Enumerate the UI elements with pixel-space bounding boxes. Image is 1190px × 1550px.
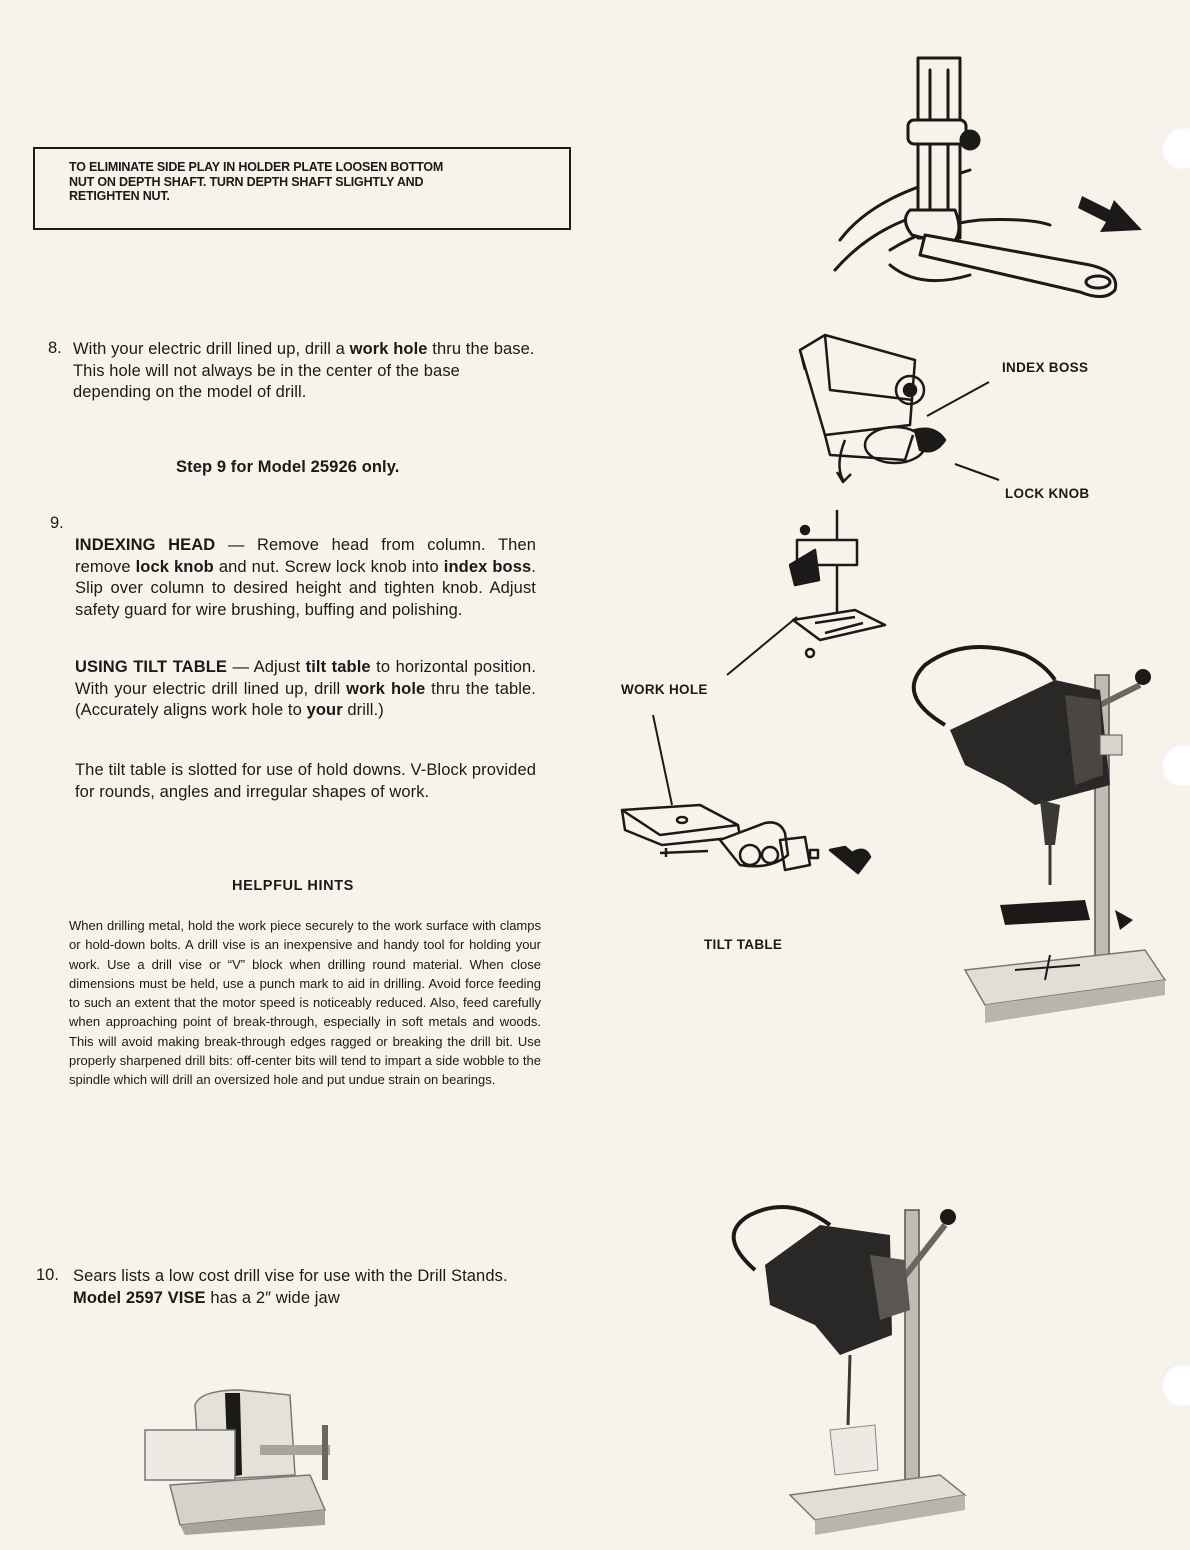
step-10-text: Sears lists a low cost drill vise for use with the Drill Stands. Model 2597 VISE has a 2″ wide jaw: [73, 1267, 508, 1307]
work-hole-label: WORK HOLE: [621, 682, 708, 697]
helpful-hints-title: HELPFUL HINTS: [232, 878, 354, 894]
notice-line: TO ELIMINATE SIDE PLAY IN HOLDER PLATE LOOSEN BOTTOM: [69, 160, 444, 174]
tilt-table-paragraph: USING TILT TABLE — Adjust tilt table to horizontal position. With your electric drill lined up, drill work hole thru the table. (Accurately aligns work hole to your drill.): [75, 658, 537, 719]
index-boss-label: INDEX BOSS: [1002, 360, 1089, 375]
step-9-heading: Step 9 for Model 25926 only.: [176, 458, 400, 476]
helpful-hints-body: When drilling metal, hold the work piece securely to the work surface with clamps or hold-down bolts. A drill vise is an inexpensive and handy tool for holding your work. Use a drill vise or “V” block when drilling round material. When close dimensions must be held, use a punch mark to aid in drilling. Avoid force feeding to such an extent that the motor speed is noticeably reduced. Also, feed carefully when approaching point of break-through, especially in soft metals and woods. This will avoid making break-through edges ragged or breaking the drill bit. Use properly sharpened drill bits: off-center bits will tend to impart a side wobble to the spindle which will drill an oversized hole and put undue strain on bearings.: [69, 918, 541, 1088]
depth-shaft-wrench-illustration: [830, 50, 1130, 310]
drill-press-with-vise-photo: [720, 1195, 985, 1545]
drill-stand-base-illustration: [785, 505, 895, 665]
drill-press-photo: [905, 635, 1170, 1030]
indexing-head-illustration: [785, 330, 1025, 495]
step-8-number: 8.: [48, 339, 62, 357]
binder-hole-top: [1160, 125, 1190, 169]
tilt-table-label: TILT TABLE: [704, 937, 783, 952]
binder-hole-bottom: [1160, 1362, 1190, 1406]
arrow-icon: [1078, 188, 1148, 243]
notice-line: NUT ON DEPTH SHAFT. TURN DEPTH SHAFT SLIGHTLY AND: [69, 174, 424, 189]
notice-line: RETIGHTEN NUT.: [69, 189, 170, 203]
side-play-notice-box: [33, 147, 571, 230]
slotted-table-paragraph: The tilt table is slotted for use of hold downs. V-Block provided for rounds, angles and irregular shapes of work.: [75, 761, 536, 801]
lock-knob-label: LOCK KNOB: [1005, 486, 1090, 501]
indexing-head-paragraph: INDEXING HEAD — Remove head from column. Then remove lock knob and nut. Screw lock knob into index boss. Slip over column to desired height and tighten knob. Adjust safety guard for wire brushing, buffing and polishing.: [75, 536, 537, 619]
step-8-text: With your electric drill lined up, drill a work hole thru the base. This hole will not always be in the center of the base depending on the model of drill.: [73, 340, 535, 401]
tilt-table-parts-illustration: [620, 705, 885, 885]
vise-photo: [140, 1385, 360, 1535]
step-9-number: 9.: [50, 514, 64, 532]
step-10-number: 10.: [36, 1266, 59, 1284]
